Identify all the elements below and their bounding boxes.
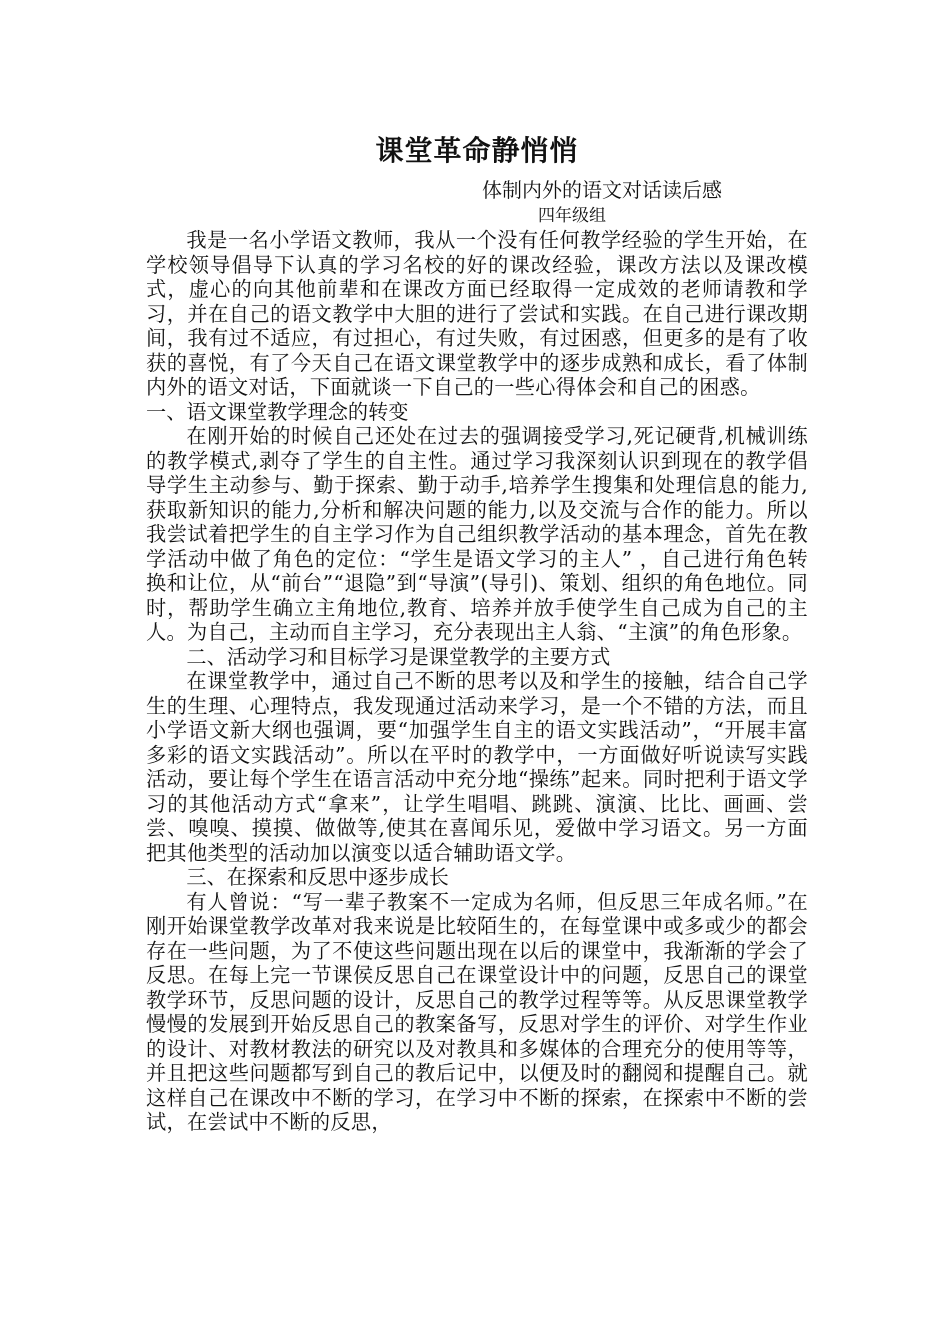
- section-body-2: 在课堂教学中，通过自己不断的思考以及和学生的接触，结合自己学生的生理、心理特点，我发现通过活动来学习，是一个不错的方法，而且小学语文新大纲也强调，要“加强学生自主的语文实践活动”，“开展丰富多彩的语文实践活动”。所以在平时的教学中，一方面做好听说读写实践活动，要让每个学生在语言活动中充分地“操练”起来。同时把利于语文学习的其他活动方式“拿来”，让学生唱唱、跳跳、演演、比比、画画、尝尝、嗅嗅、摸摸、做做等,使其在喜闻乐见，爱做中学习语文。另一方面把其他类型的活动加以演变以适合辅助语文学。: [146, 669, 808, 865]
- section-heading-2: 二、活动学习和目标学习是课堂教学的主要方式: [186, 644, 611, 669]
- section-heading-3: 三、在探索和反思中逐步成长: [186, 865, 449, 889]
- section-heading-1: 一、语文课堂教学理念的转变: [146, 399, 409, 424]
- document-page: [146, 128, 808, 1135]
- section-body-3: 有人曾说：“写一辈子教案不一定成为名师，但反思三年成名师。”在刚开始课堂教学改革对我来说是比较陌生的，在每堂课中或多或少的都会存在一些问题，为了不使这些问题出现在以后的课堂中，我渐渐的学会了反思。在每上完一节课侯反思自己在课堂设计中的问题，反思自己的课堂教学环节，反思问题的设计，反思自己的教学过程等等。从反思课堂教学慢慢的发展到开始反思自己的教案备写，反思对学生的评价、对学生作业的设计、对教材教法的研究以及对教具和多媒体的合理充分的使用等等，并且把这些问题都写到自己的教后记中，以便及时的翻阅和提醒自己。就这样自己在课改中不断的学习，在学习中不断的探索，在探索中不断的尝试，在尝试中不断的反思，: [146, 889, 808, 1134]
- intro-paragraph: 我是一名小学语文教师，我从一个没有任何教学经验的学生开始，在学校领导倡导下认真的学习名校的好的课改经验，课改方法以及课改模式，虚心的向其他前辈和在课改方面已经取得一定成效的老师请教和学习，并在自己的语文教学中大胆的进行了尝试和实践。在自己进行课改期间，我有过不适应，有过担心，有过失败，有过困惑，但更多的是有了收获的喜悦，有了今天自己在语文课堂教学中的逐步成熟和成长，看了体制内外的语文对话，下面就谈一下自己的一些心得体会和自己的困惑。: [146, 228, 808, 399]
- author-group: 四年级组: [538, 206, 606, 226]
- document-subtitle: 体制内外的语文对话读后感: [482, 178, 722, 202]
- document-title: 课堂革命静悄悄: [375, 134, 579, 167]
- section-body-1: 在刚开始的时候自己还处在过去的强调接受学习,死记硬背,机械训练的教学模式,剥夺了学生的自主性。通过学习我深刻认识到现在的教学倡导学生主动参与、勤于探索、勤于动手,培养学生搜集和处理信息的能力,获取新知识的能力,分析和解决问题的能力,以及交流与合作的能力。所以我尝试着把学生的自主学习作为自己组织教学活动的基本理念，首先在教学活动中做了角色的定位：“学生是语文学习的主人” ，自己进行角色转换和让位，从“前台”“退隐”到“导演”(导引)、策划、组织的角色地位。同时，帮助学生确立主角地位,教育、培养并放手使学生自己成为自己的主人。为自己，主动而自主学习，充分表现出主人翁、“主演”的角色形象。: [146, 424, 808, 644]
